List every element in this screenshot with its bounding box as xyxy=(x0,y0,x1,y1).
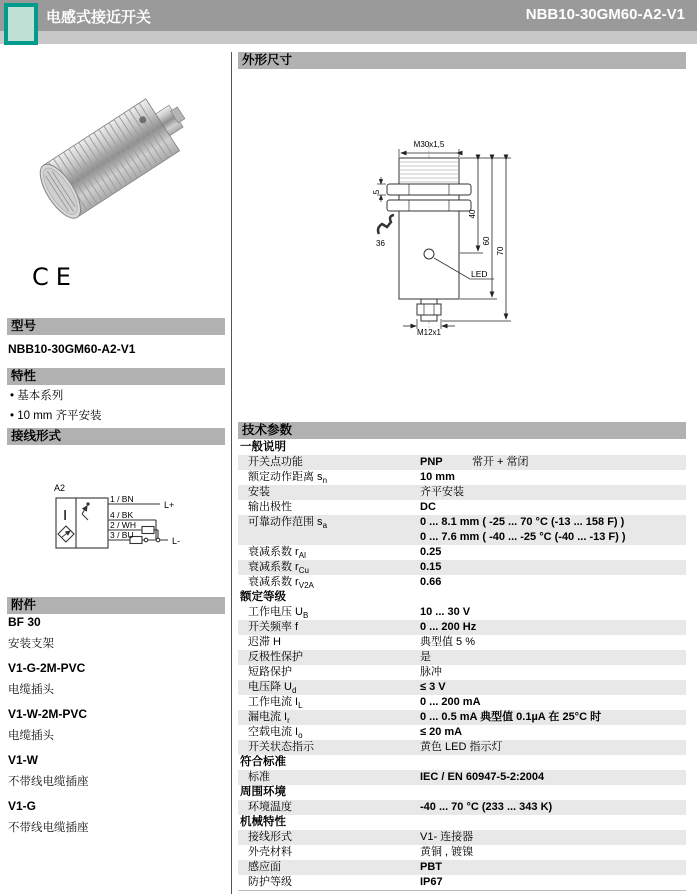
spec-section-header: 符合标准 xyxy=(238,755,686,770)
spec-label: 接线形式 xyxy=(248,831,292,843)
section-header-accessories: 附件 xyxy=(7,597,225,614)
spec-value: 黄色 LED 指示灯 xyxy=(420,741,503,753)
wrench-icon xyxy=(378,215,394,234)
spec-label: 环境温度 xyxy=(248,801,292,813)
led-label: LED xyxy=(471,269,488,279)
spec-row xyxy=(238,800,686,815)
wiring-diagram xyxy=(44,480,224,565)
spec-label: 额定动作距离 $s_n$ xyxy=(248,471,328,486)
spec-value: 0 ... 8.1 mm ( -25 ... 70 °C (-13 ... 158 F) ) 0 ... 7.6 mm ( -40 ... -25 °C (-40 ... -13 F) ) xyxy=(420,516,626,543)
product-photo xyxy=(22,72,207,247)
spec-row xyxy=(238,605,686,620)
led-indicator xyxy=(424,249,434,259)
spec-label: 漏电流 $I_r$ xyxy=(248,711,290,726)
section-header-tech: 技术参数 xyxy=(238,422,686,439)
accessory-model: V1-G-2M-PVC xyxy=(8,661,86,675)
spec-value: 10 mm xyxy=(420,471,455,483)
spec-section-header: 一般说明 xyxy=(238,440,686,455)
accessory-description: 电缆插头 xyxy=(8,684,54,696)
accessory-model: V1-G xyxy=(8,799,37,813)
pin-4-label: 4 / BK xyxy=(110,510,134,520)
features-list xyxy=(10,387,102,427)
spec-row xyxy=(238,545,686,560)
spec-row xyxy=(238,710,686,725)
accessory-model: BF 30 xyxy=(8,615,41,629)
spec-label: 标准 xyxy=(248,771,270,783)
spec-section-header: 机械特性 xyxy=(238,815,686,830)
spec-label: 工作电压 $U_B$ xyxy=(248,606,309,621)
spec-value: -40 ... 70 °C (233 ... 343 K) xyxy=(420,801,553,813)
spec-row xyxy=(238,485,686,500)
spec-row xyxy=(238,620,686,635)
pin-2-label: 2 / WH xyxy=(110,520,136,530)
l-minus-label: L- xyxy=(172,536,181,546)
header-model-number: NBB10-30GM60-A2-V1 xyxy=(525,6,685,23)
spec-row xyxy=(238,860,686,875)
section-header-features: 特性 xyxy=(7,368,225,385)
spec-row xyxy=(238,500,686,515)
accessory-model: V1-W xyxy=(8,753,38,767)
spec-value: 0 ... 0.5 mA 典型值 0.1µA 在 25°C 时 xyxy=(420,711,602,723)
spec-label: 外壳材料 xyxy=(248,846,292,858)
spec-value: DC xyxy=(420,501,436,513)
section-header-model: 型号 xyxy=(7,318,225,335)
spec-label: 防护等级 xyxy=(248,876,292,888)
spec-value: IEC / EN 60947-5-2:2004 xyxy=(420,771,545,783)
spec-row xyxy=(238,875,686,890)
spec-row xyxy=(238,560,686,575)
wrench-size-dim: 36 xyxy=(376,239,385,248)
accessory-description: 安装支架 xyxy=(8,638,54,650)
thread-bottom-dim: M12x1 xyxy=(416,328,442,336)
spec-value: PBT xyxy=(420,861,442,873)
spec-row xyxy=(238,455,686,470)
pin-3-label: 3 / BU xyxy=(110,530,134,540)
dim-60: 60 xyxy=(482,236,491,246)
spec-row xyxy=(238,725,686,740)
spec-row xyxy=(238,740,686,755)
spec-table xyxy=(238,440,686,891)
spec-row xyxy=(238,830,686,845)
dimension-drawing xyxy=(368,136,540,336)
dim-70: 70 xyxy=(496,246,505,256)
spec-label: 工作电流 $I_L$ xyxy=(248,696,303,711)
spec-label: 衰减系数 $r_{Al}$ xyxy=(248,546,306,561)
spec-row xyxy=(238,635,686,650)
spec-row xyxy=(238,470,686,485)
spec-value: 0.25 xyxy=(420,546,442,558)
accessory-description: 不带线电缆插座 xyxy=(8,776,89,788)
spec-row xyxy=(238,845,686,860)
spec-value: ≤ 3 V xyxy=(420,681,446,693)
spec-label: 反极性保护 xyxy=(248,651,303,663)
accessories-list xyxy=(8,615,223,835)
spec-value: V1- 连接器 xyxy=(420,831,474,843)
spec-row xyxy=(238,665,686,680)
sensor-body xyxy=(33,87,198,225)
spec-value: 10 ... 30 V xyxy=(420,606,471,618)
spec-value: 0 ... 200 mA xyxy=(420,696,481,708)
ce-mark: CE xyxy=(32,263,78,291)
spec-row xyxy=(238,575,686,590)
spec-value: 是 xyxy=(420,651,431,663)
spec-label: 衰减系数 $r_{V2A}$ xyxy=(248,576,314,591)
spec-label: 开关频率 f xyxy=(248,621,299,633)
wiring-type-label: A2 xyxy=(54,483,66,493)
spec-section-header: 周围环境 xyxy=(238,785,686,800)
spec-label: 可靠动作范围 $s_a$ xyxy=(248,516,328,531)
spec-value: PNP 常开 + 常闭 xyxy=(420,456,529,468)
spec-label: 安装 xyxy=(248,486,270,498)
spec-label: 感应面 xyxy=(248,861,281,873)
spec-label: 电压降 $U_d$ xyxy=(248,681,297,696)
section-header-dimensions: 外形尺寸 xyxy=(238,52,686,69)
spec-label: 迟滞 H xyxy=(248,636,281,648)
dim-40: 40 xyxy=(468,209,477,219)
accessory-description: 电缆插头 xyxy=(8,730,54,742)
spec-label: 开关点功能 xyxy=(248,456,303,468)
spec-section-header: 额定等级 xyxy=(238,590,686,605)
feature-item: • 基本系列 xyxy=(10,390,64,402)
page-title: 电感式接近开关 xyxy=(46,9,152,26)
nut-height-dim: 5 xyxy=(372,189,381,195)
l-plus-label: L+ xyxy=(164,500,175,510)
spec-row xyxy=(238,680,686,695)
spec-value: 0.15 xyxy=(420,561,442,573)
spec-label: 空载电流 $I_o$ xyxy=(248,726,303,741)
spec-value: 0.66 xyxy=(420,576,442,588)
thread-top-dim: M30x1,5 xyxy=(413,140,445,149)
feature-item: • 10 mm 齐平安装 xyxy=(10,410,102,422)
column-divider xyxy=(231,52,232,894)
spec-label: 短路保护 xyxy=(248,666,292,678)
spec-value: IP67 xyxy=(420,876,443,888)
pin-1-label: 1 / BN xyxy=(110,494,134,504)
spec-row xyxy=(238,515,686,545)
accessory-model: V1-W-2M-PVC xyxy=(8,707,88,721)
spec-row xyxy=(238,650,686,665)
spec-value: 脉冲 xyxy=(420,666,442,678)
accessory-description: 不带线电缆插座 xyxy=(8,822,89,834)
spec-label: 衰减系数 $r_{Cu}$ xyxy=(248,561,309,576)
spec-value: 黄铜 , 镀镍 xyxy=(420,846,474,858)
spec-row xyxy=(238,770,686,785)
spec-row xyxy=(238,695,686,710)
spec-label: 开关状态指示 xyxy=(248,741,314,753)
page-header-substrip xyxy=(0,31,697,44)
spec-value: 典型值 5 % xyxy=(420,636,476,648)
spec-value: ≤ 20 mA xyxy=(420,726,463,738)
model-number: NBB10-30GM60-A2-V1 xyxy=(8,342,136,356)
product-category-icon xyxy=(4,3,38,45)
inductive-symbol: I xyxy=(63,507,68,524)
spec-value: 齐平安装 xyxy=(420,486,464,498)
spec-label: 输出极性 xyxy=(248,501,292,513)
section-header-connection: 接线形式 xyxy=(7,428,225,445)
spec-value: 0 ... 200 Hz xyxy=(420,621,477,633)
